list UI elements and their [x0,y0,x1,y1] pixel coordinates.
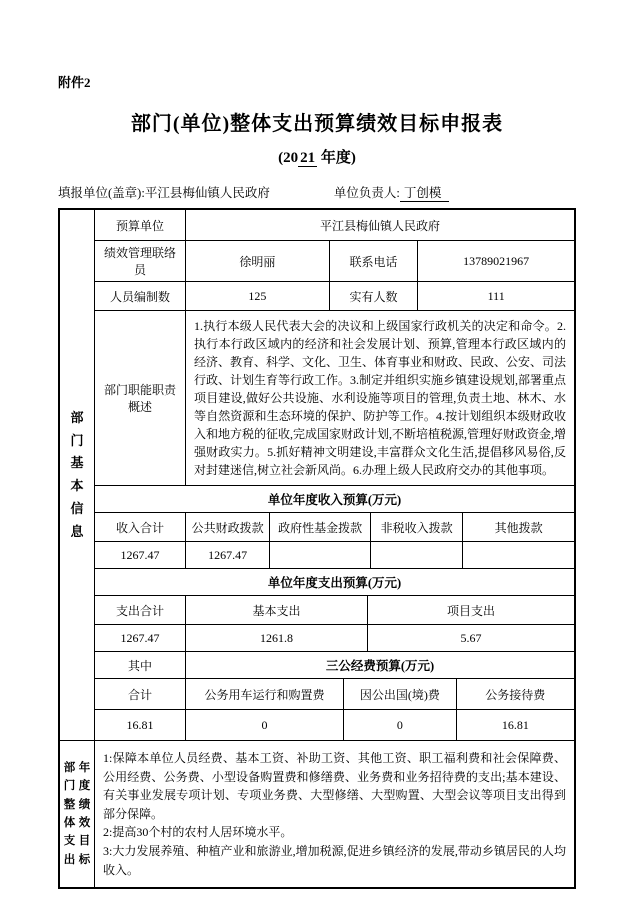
goals-side-label [60,741,95,887]
duty-row [95,311,574,486]
among-label: 其中 [95,652,186,678]
fill-unit-label: 填报单位(盖章): [58,186,145,200]
subtitle-suffix: 年度) [317,150,356,166]
responsible-label: 单位负责人: [333,186,400,200]
three-public-value: 16.81 [501,717,529,732]
basic-info-side-label [60,210,95,740]
three-public-header-row [95,652,574,679]
meta-line [58,183,576,201]
three-public-values-row [95,710,574,740]
three-public-col-header: 因公出国(境)费 [344,679,457,709]
phone-label: 联系电话 [330,241,419,281]
expense-col-header: 支出合计 [95,596,186,624]
budget-unit-row [95,210,574,241]
staff-actual-label: 实有人数 [330,282,419,310]
expense-header-row [95,569,574,596]
declaration-table [58,208,576,889]
goals-side-label-col2: 年度绩效目标 [78,761,91,866]
expense-value: 1267.47 [95,625,186,651]
expense-col-header: 项目支出 [447,603,496,618]
expense-values-row [95,625,574,652]
expense-columns-row [95,596,574,625]
three-public-col-header: 合计 [95,679,186,709]
basic-info-section [60,210,574,741]
income-col-header: 收入合计 [95,513,186,541]
page-subtitle [58,146,576,167]
goal-item: 1:保障本单位人员经费、基本工资、补助工资、其他工资、职工福利费和社会保障费、公用经费、公务费、小型设备购置费和修缮费、业务费和业务招待费的支出;基本建设、有关事业发展专项计划、专项业务费、大型修缮、大型购置、大型会议等项目支出得到部分保障。 [103,751,566,821]
income-values-row [95,542,574,569]
phone-value: 13789021967 [463,253,530,268]
fill-unit-value: 平江县梅仙镇人民政府 [144,186,270,200]
contact-row [95,241,574,282]
three-public-value: 0 [344,710,457,740]
staff-actual-value: 111 [487,288,505,303]
income-header-row [95,486,574,513]
income-col-header: 非税收入拨款 [371,513,463,541]
income-value: 1267.47 [95,542,186,568]
fill-unit [58,183,270,201]
goals-section [60,741,574,887]
three-public-columns-row [95,679,574,710]
three-public-value: 16.81 [95,710,186,740]
staff-quota-value: 125 [186,282,330,310]
income-value [371,542,463,568]
subtitle-year: 21 [300,150,316,166]
staffing-row [95,282,574,311]
contact-value: 徐明丽 [186,241,330,281]
income-columns-row [95,513,574,542]
page-title: 部门(单位)整体支出预算绩效目标申报表 [130,113,504,135]
expense-value: 1261.8 [186,625,368,651]
responsible-person [334,183,450,201]
three-public-col-header: 公务接待费 [485,687,546,702]
budget-unit-value: 平江县梅仙镇人民政府 [319,218,440,233]
basic-info-side-label-text: 部门基本信息 [70,409,84,539]
budget-unit-label: 预算单位 [95,210,186,240]
basic-info-rows [95,210,574,740]
staff-quota-label: 人员编制数 [95,282,186,310]
income-col-header: 公共财政拨款 [186,513,270,541]
expense-header: 单位年度支出预算(万元) [267,576,402,590]
duty-text: 1.执行本级人民代表大会的决议和上级国家行政机关的决定和命令。2.执行本行政区域内的经济和社会发展计划、预算,管理本行政区域内的经济、教育、科学、文化、卫生、体育事业和财政、民政、公安、司法行政、计划生育等行政工作。3.制定并组织实施乡镇建设规划,部署重点项目建设,做好公共设施、水利设施等项目的管理,负责土地、林木、水等自然资源和生态环境的保护、防护等工作。4.按计划组织本级财政收入和地方税的征收,完成国家财政计划,不断培植税源,管理好财政资金,增强财政实力。5.抓好精神文明建设,丰富群众文化生活,提倡移风易俗,反对封建迷信,树立社会新风尚。6.办理上级人民政府交办的其他事项。 [194,319,567,477]
duty-label: 部门职能职责概述 [95,311,186,485]
attachment-label: 附件2 [58,75,91,90]
expense-value: 5.67 [460,630,482,645]
goal-item: 3:大力发展养殖、种植产业和旅游业,增加税源,促进乡镇经济的发展,带动乡镇居民的人均收入。 [103,843,566,877]
income-header: 单位年度收入预算(万元) [267,493,402,507]
goal-item: 2:提高30个村的农村人居环境水平。 [103,825,293,840]
three-public-col-header: 公务用车运行和购置费 [186,679,344,709]
goals-text [95,741,574,887]
income-value [270,542,371,568]
goals-side-label-col1: 部门整体支出 [63,761,76,866]
three-public-value: 0 [186,710,344,740]
contact-label: 绩效管理联络员 [95,241,186,281]
income-col-header: 政府性基金拨款 [270,513,371,541]
expense-col-header: 基本支出 [186,596,368,624]
three-public-header: 三公经费预算(万元) [325,659,435,673]
income-col-header: 其他拨款 [494,520,543,535]
subtitle-prefix: (20 [278,150,299,166]
income-value [463,542,574,568]
responsible-value: 丁创模 [400,186,450,202]
income-value: 1267.47 [186,542,270,568]
